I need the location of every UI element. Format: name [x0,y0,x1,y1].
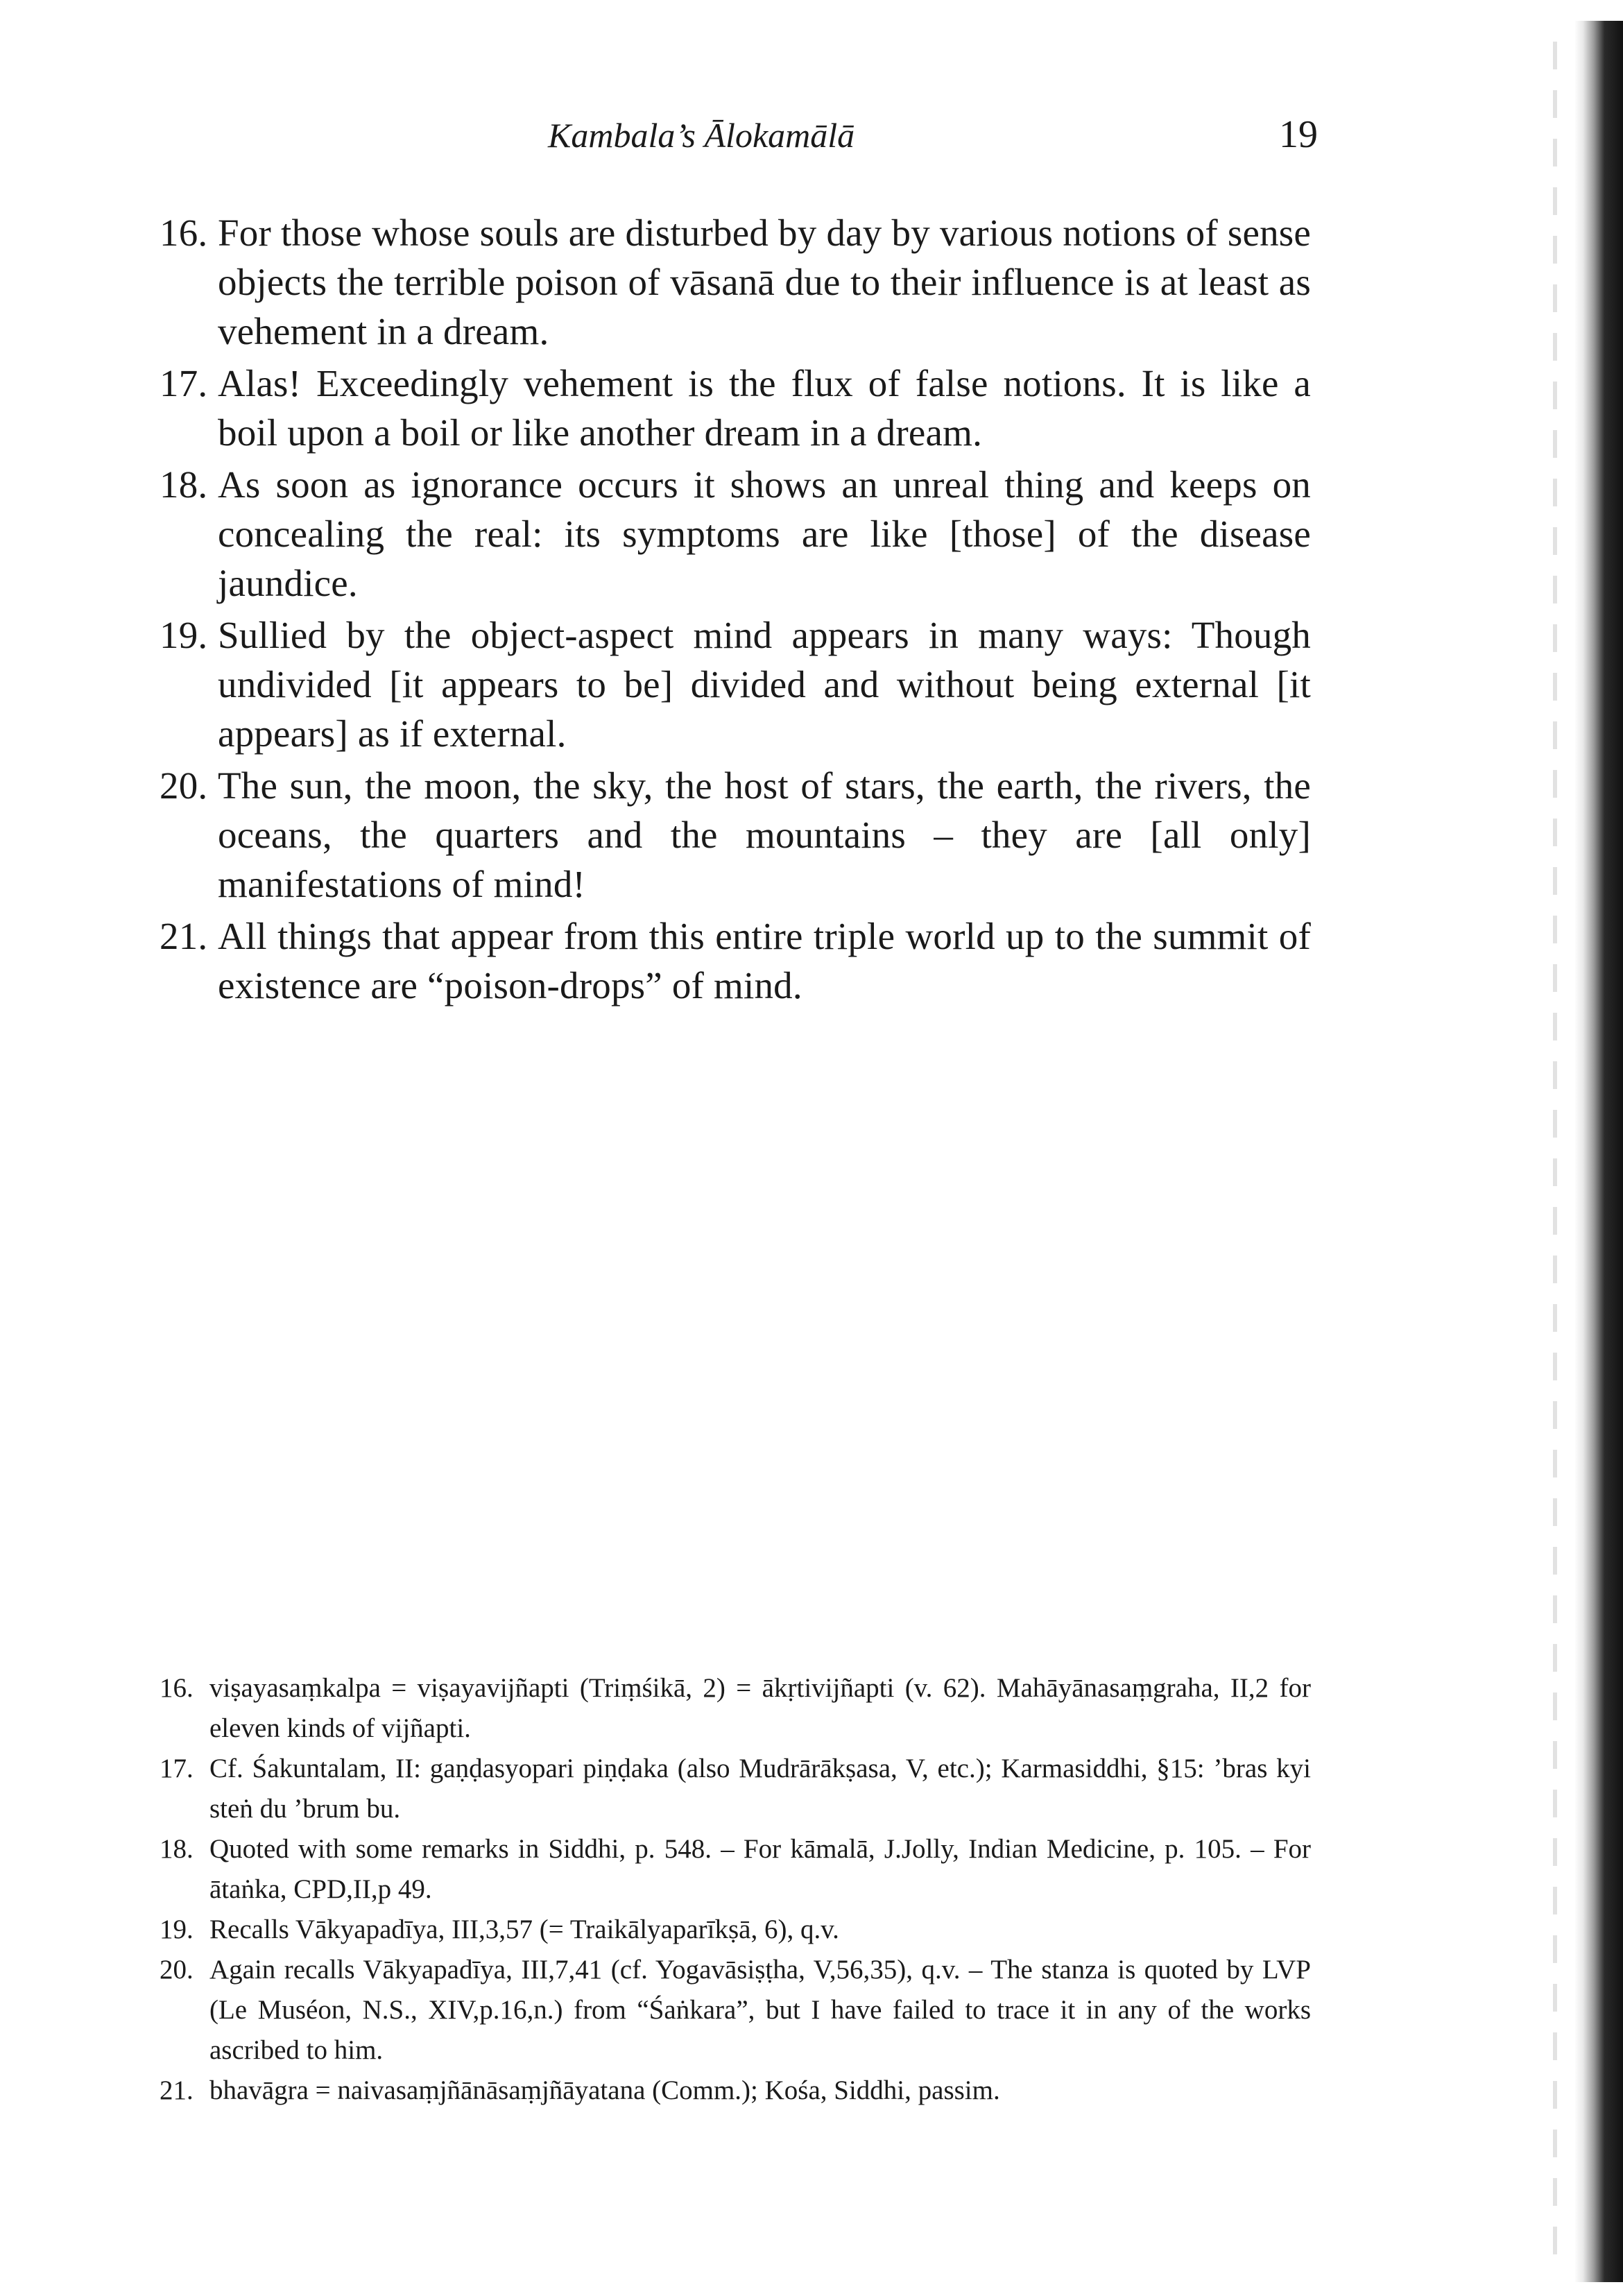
scan-binding-shadow [1574,21,1623,2282]
footnote-number: 18. [160,1834,194,1864]
footnote-16 [160,1668,1311,1749]
footnote-20 [160,1950,1311,2071]
footnote-number: 21. [160,2075,194,2105]
footnote-text: Again recalls Vākyapadīya, III,7,41 (cf. Yogavāsiṣṭha, V,56,35), q.v. – The stanza is quoted by LVP (Le Muséon, N.S., XIV,p.16,n.) from “Śaṅkara”, but I have failed to trace it in any of the works ascribed to him. [209,1955,1311,2065]
scan-artifact-line [1553,42,1557,2261]
footnote-number: 19. [160,1914,194,1944]
verse-text: For those whose souls are disturbed by day by various notions of sense objects the terrible poison of vāsanā due to their influence is at least as vehement in a dream. [218,212,1311,352]
footnote-text: Recalls Vākyapadīya, III,3,57 (= Traikālyaparīkṣā, 6), q.v. [209,1914,839,1944]
verse-text: The sun, the moon, the sky, the host of stars, the earth, the rivers, the oceans, the quarters and the mountains – they are [all only] manifestations of mind! [218,764,1311,905]
verse-number: 21. [160,915,208,957]
verse-text: As soon as ignorance occurs it shows an unreal thing and keeps on concealing the real: its symptoms are like [those] of the disease jaundice. [218,463,1311,604]
footnote-19 [160,1910,1311,1950]
verse-number: 19. [160,614,208,656]
footnote-21 [160,2071,1311,2111]
verse-number: 20. [160,764,208,807]
verse-number: 18. [160,463,208,506]
footnote-text: Cf. Śakuntalam, II: gaṇḍasyopari piṇḍaka (also Mudrārākṣasa, V, etc.); Karmasiddhi, §15: ’bras kyi steṅ du ’brum bu. [209,1754,1311,1824]
verse-number: 16. [160,212,208,254]
footnote-number: 20. [160,1955,194,1985]
footnote-number: 16. [160,1673,194,1703]
verse-text: All things that appear from this entire triple world up to the summit of existence are “poison-drops” of mind. [218,915,1311,1006]
verse-list [160,208,1311,1013]
running-title: Kambala’s Ālokamālā [548,116,855,155]
footnote-text: viṣayasaṃkalpa = viṣayavijñapti (Triṃśikā, 2) = ākṛtivijñapti (v. 62). Mahāyānasaṃgraha, II,2 for eleven kinds of vijñapti. [209,1673,1311,1743]
footnote-17 [160,1749,1311,1829]
verse-18 [160,460,1311,608]
footnote-text: bhavāgra = naivasaṃjñānāsaṃjñāyatana (Comm.); Kośa, Siddhi, passim. [209,2075,1000,2105]
verse-19 [160,610,1311,758]
footnote-18 [160,1829,1311,1910]
verse-number: 17. [160,362,208,404]
footnote-number: 17. [160,1754,194,1783]
page-number: 19 [1279,113,1318,156]
verse-16 [160,208,1311,356]
verse-20 [160,761,1311,909]
footnote-text: Quoted with some remarks in Siddhi, p. 548. – For kāmalā, J.Jolly, Indian Medicine, p. 105. – For ātaṅka, CPD,II,p 49. [209,1834,1311,1904]
verse-17 [160,359,1311,457]
verse-text: Sullied by the object-aspect mind appears in many ways: Though undivided [it appears to be] divided and without being external [it appears] as if external. [218,614,1311,755]
verse-21 [160,911,1311,1010]
footnote-list [160,1668,1311,2111]
running-header [416,112,1318,168]
verse-text: Alas! Exceedingly vehement is the flux of false notions. It is like a boil upon a boil or like another dream in a dream. [218,362,1311,454]
